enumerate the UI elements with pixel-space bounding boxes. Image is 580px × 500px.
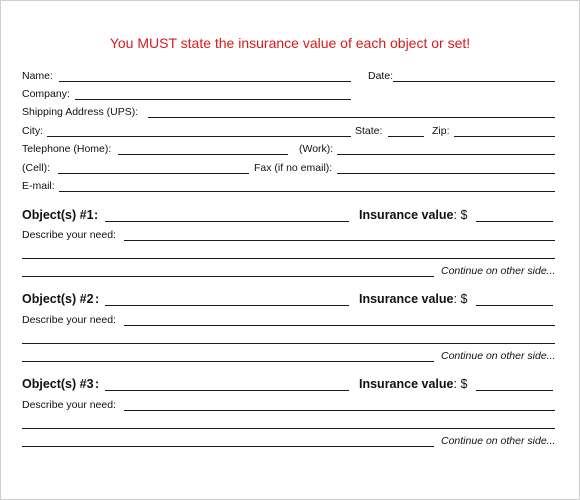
describe-need-field[interactable] — [124, 410, 555, 411]
object-label: Object(s) #3 — [22, 377, 94, 391]
name-field[interactable] — [59, 81, 351, 82]
shipping-address-field[interactable] — [148, 117, 555, 118]
zip-label: Zip: — [432, 125, 450, 137]
describe-need-line-2[interactable] — [22, 258, 555, 259]
zip-field[interactable] — [454, 136, 555, 137]
object-field[interactable] — [105, 305, 349, 306]
insurance-value-text: Insurance value — [359, 208, 454, 222]
object-colon: : — [95, 292, 100, 306]
name-label: Name: — [22, 70, 53, 82]
insurance-value-text: Insurance value — [359, 292, 454, 306]
cell-label: (Cell): — [22, 162, 50, 174]
insurance-value-label — [359, 292, 467, 306]
insurance-value-suffix: : $ — [453, 292, 468, 306]
telephone-home-label: Telephone (Home): — [22, 143, 112, 155]
insurance-value-field[interactable] — [476, 305, 553, 306]
date-field[interactable] — [393, 81, 555, 82]
object-colon: : — [94, 208, 99, 222]
date-label: Date: — [368, 70, 394, 82]
describe-need-field[interactable] — [124, 240, 555, 241]
describe-need-line-3[interactable] — [22, 361, 434, 362]
describe-need-line-2[interactable] — [22, 343, 555, 344]
describe-need-line-3[interactable] — [22, 276, 434, 277]
shipping-address-label: Shipping Address (UPS): — [22, 106, 139, 118]
insurance-notice: You MUST state the insurance value of each object or set! — [109, 35, 471, 51]
object-field[interactable] — [105, 390, 349, 391]
telephone-work-field[interactable] — [337, 154, 555, 155]
telephone-home-field[interactable] — [118, 154, 288, 155]
object-label: Object(s) #1 — [22, 208, 94, 222]
insurance-value-text: Insurance value — [359, 377, 454, 391]
object-field[interactable] — [105, 221, 349, 222]
state-label: State: — [355, 125, 383, 137]
city-label: City: — [22, 125, 43, 137]
object-label: Object(s) #2 — [22, 292, 94, 306]
company-field[interactable] — [75, 99, 351, 100]
object-colon: : — [95, 377, 100, 391]
city-field[interactable] — [47, 136, 351, 137]
describe-need-label: Describe your need: — [22, 399, 116, 411]
describe-need-line-2[interactable] — [22, 428, 555, 429]
state-field[interactable] — [388, 136, 424, 137]
company-label: Company: — [22, 88, 70, 100]
fax-field[interactable] — [337, 173, 555, 174]
telephone-work-label: (Work): — [299, 143, 334, 155]
insurance-value-field[interactable] — [476, 221, 553, 222]
fax-label: Fax (if no email): — [254, 162, 333, 174]
describe-need-line-3[interactable] — [22, 446, 434, 447]
describe-need-label: Describe your need: — [22, 314, 116, 326]
email-field[interactable] — [59, 191, 555, 192]
insurance-value-field[interactable] — [476, 390, 553, 391]
cell-field[interactable] — [58, 173, 249, 174]
describe-need-field[interactable] — [124, 325, 555, 326]
insurance-value-label — [359, 377, 467, 391]
insurance-value-suffix: : $ — [453, 208, 468, 222]
email-label: E-mail: — [22, 180, 55, 192]
continue-note: Continue on other side... — [441, 350, 556, 362]
continue-note: Continue on other side... — [441, 435, 556, 447]
insurance-value-label — [359, 208, 467, 222]
continue-note: Continue on other side... — [441, 265, 556, 277]
insurance-value-suffix: : $ — [453, 377, 468, 391]
describe-need-label: Describe your need: — [22, 229, 116, 241]
